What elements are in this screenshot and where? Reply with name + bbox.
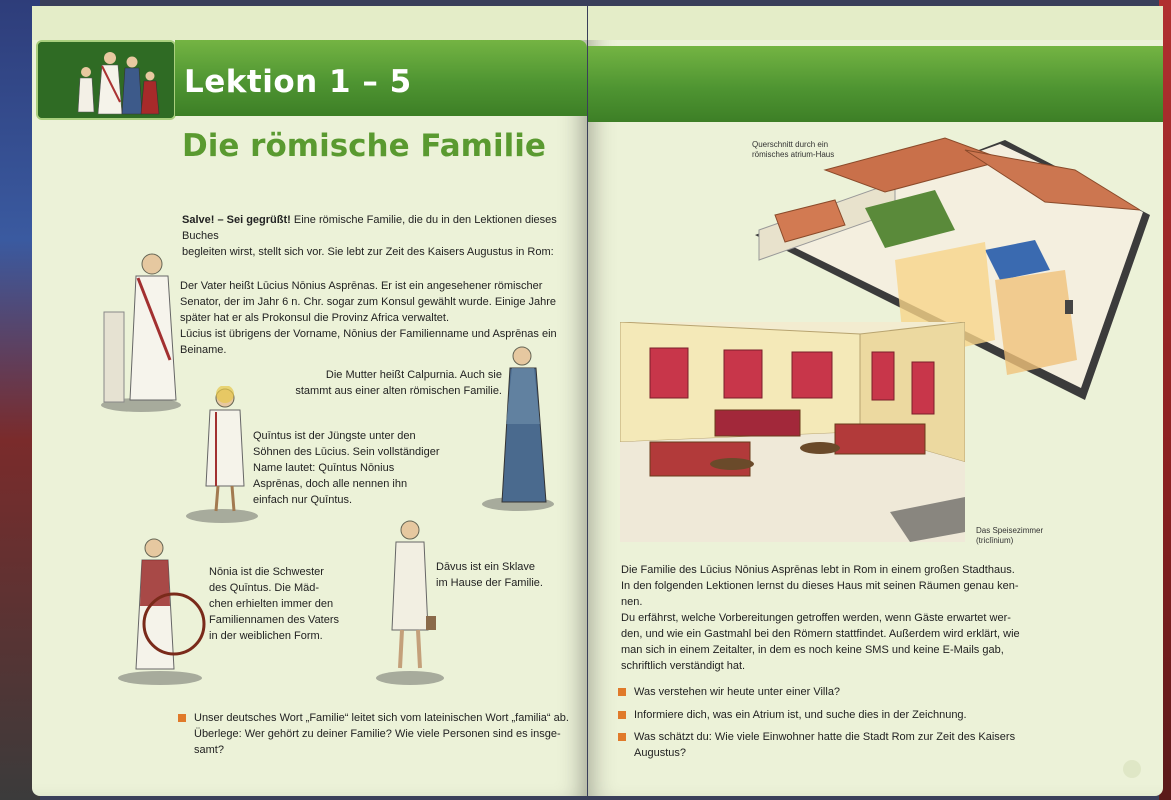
davus-line: im Hause der Familie. [436, 577, 543, 589]
nonia-line: Familiennamen des Vaters [209, 614, 340, 626]
nonia-line: chen erhielten immer den [209, 598, 334, 610]
room-caption-line: Das Speisezimmer [976, 526, 1044, 535]
square-bullet-icon [618, 688, 626, 696]
right-task-3 [634, 729, 1054, 761]
triclinium-illustration [620, 322, 965, 547]
right-line: Die Familie des Lūcius Nōnius Asprēnas lebt in Rom in einem großen Stadthaus. [621, 564, 1015, 576]
intro-line1: Eine römische Familie, die du in den Lektionen dieses Buches [182, 214, 557, 242]
mother-line: stammt aus einer alten römischen Familie. [295, 385, 502, 397]
davus-illustration [370, 518, 450, 693]
square-bullet-icon [618, 711, 626, 719]
square-bullet-icon [178, 714, 186, 722]
top-band [32, 6, 587, 40]
quintus-line: Quīntus ist der Jüngste unter den [253, 430, 416, 442]
room-caption-line: (triclīnium) [976, 536, 1014, 545]
nonia-line: in der weiblichen Form. [209, 630, 323, 642]
left-task [194, 710, 574, 758]
header-band-right [588, 46, 1163, 122]
right-line: schriftlich verständigt hat. [621, 660, 746, 672]
quintus-line: Asprēnas, doch alle nennen ihn [253, 478, 408, 490]
quintus-illustration [180, 386, 260, 531]
father-illustration [96, 250, 186, 420]
mother-text [292, 367, 502, 399]
quintus-line: Name lautet: Quīntus Nōnius [253, 462, 395, 474]
quintus-text [253, 428, 453, 508]
page-number-circle [1123, 760, 1141, 778]
right-line: nen. [621, 596, 643, 608]
intro-line2: begleiten wirst, stellt sich vor. Sie lebt zur Zeit des Kaisers Augustus in Rom: [182, 246, 554, 258]
square-bullet-icon [618, 733, 626, 741]
nonia-illustration [112, 534, 212, 694]
house-caption-line: römisches atrium-Haus [752, 150, 835, 159]
nonia-text [209, 564, 369, 644]
mother-illustration [478, 344, 558, 521]
right-line: den, und wie ein Gastmahl bei den Römern stattfindet. Außerdem wird erklärt, wie [621, 628, 1020, 640]
right-line: man sich in einem Zeitalter, in dem es noch keine SMS und keine E-Mails gab, [621, 644, 1004, 656]
davus-text [436, 559, 576, 591]
intro-paragraph [182, 212, 582, 260]
right-task-line: Was verstehen wir heute unter einer Villa? [634, 686, 841, 698]
left-task-line: samt? [194, 744, 224, 756]
right-task-2 [634, 707, 1054, 723]
top-band [588, 6, 1163, 40]
father-line: Der Vater heißt Lūcius Nōnius Asprēnas. Er ist ein angesehener römischer [180, 280, 543, 292]
mother-line: Die Mutter heißt Calpurnia. Auch sie [325, 369, 502, 381]
family-logo-icon [36, 40, 176, 120]
father-line: Lūcius ist übrigens der Vorname, Nōnius der Familienname und Asprēnas ein [180, 328, 557, 340]
right-line: In den folgenden Lektionen lernst du dieses Haus mit seinen Räumen genau ken- [621, 580, 1019, 592]
right-task-1 [634, 684, 1054, 700]
room-caption [976, 526, 1043, 546]
intro-lead: Salve! – Sei gegrüßt! [182, 214, 291, 226]
right-paragraph [621, 562, 1061, 674]
father-line: später hat er als Prokonsul die Provinz Africa verwaltet. [180, 312, 450, 324]
davus-line: Dāvus ist ein Sklave [436, 561, 536, 573]
left-task-line: Überlege: Wer gehört zu deiner Familie? Wie viele Personen sind es insge- [194, 728, 561, 740]
father-line: Senator, der im Jahr 6 n. Chr. sogar zum Konsul gewählt wurde. Einige Jahre [180, 296, 557, 308]
page-title: Die römische Familie [182, 128, 546, 164]
quintus-line: Söhnen des Lūcius. Sein vollständiger [253, 446, 440, 458]
nonia-line: Nōnia ist die Schwester [209, 566, 324, 578]
right-line: Du erfährst, welche Vorbereitungen getroffen werden, wenn Gäste erwartet wer- [621, 612, 1011, 624]
right-task-line: Informiere dich, was ein Atrium ist, und suche dies in der Zeichnung. [634, 709, 967, 721]
left-task-line: Unser deutsches Wort „Familie“ leitet sich vom lateinischen Wort „familia“ ab. [194, 712, 569, 724]
lesson-label: Lektion 1 – 5 [184, 64, 412, 100]
quintus-line: einfach nur Quīntus. [253, 494, 353, 506]
nonia-line: des Quīntus. Die Mäd- [209, 582, 320, 594]
right-task-line: Augustus? [634, 747, 686, 759]
house-caption-line: Querschnitt durch ein [752, 140, 829, 149]
right-task-line: Was schätzt du: Wie viele Einwohner hatte die Stadt Rom zur Zeit des Kaisers [634, 731, 1016, 743]
father-line: Beiname. [180, 344, 227, 356]
